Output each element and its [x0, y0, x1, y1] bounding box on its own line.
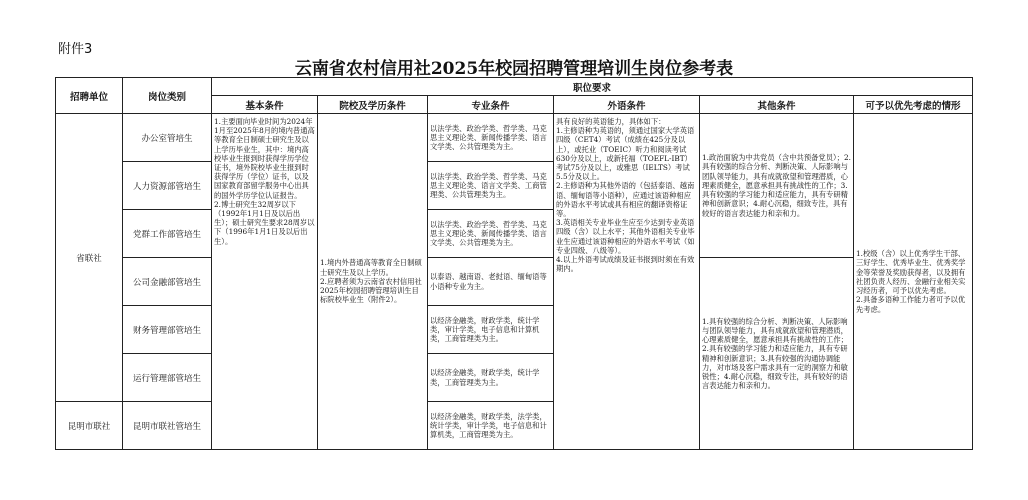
- category-cell: 昆明市联社管培生: [123, 402, 212, 450]
- category-cell: 运行管理部管培生: [123, 354, 212, 402]
- major-conditions-cell: 以法学类、政治学类、哲学类、马克思主义理论类、新闻传播学类、语言文学类、公共管理类为主。: [428, 114, 554, 162]
- position-reference-table: [55, 77, 973, 450]
- category-cell: 办公室管培生: [123, 114, 212, 162]
- basic-conditions: 1.主要面向毕业时间为2024年1月至2025年8月的境内普通高等教育全日制硕士研究生及以上学历毕业生，其中：境内高校毕业生报到时获得学历学位证书，境外院校毕业生报到时获得学历（学位）证书，以及国家教育部留学服务中心出具的国外学历学位认证报告。 2.博士研究生32周岁以下（1992年1月1日及以后出生）；硕士研究生要求28周岁以下（1996年1月1日及以后出生）。: [212, 114, 318, 450]
- header-language: 外语条件: [554, 96, 700, 114]
- header-major: 专业条件: [428, 96, 554, 114]
- header-priority: 可予以优先考虑的情形: [854, 96, 973, 114]
- header-category: 岗位类别: [123, 78, 212, 114]
- other-conditions-general: 1.具有较强的综合分析、判断决策、人际影响与团队领导能力，具有成就欲望和管理潜质，心理素质健全，愿意承担具有挑战性的工作；2.具有较强的学习能力和适应能力，具有专研精神和创新意识；3.具有较强的沟通协调能力，对市场及客户需求具有一定的洞察力和敏锐性；4.耐心沉稳，细致专注，具有较好的语言表达能力和亲和力。: [700, 258, 854, 450]
- major-conditions-cell: 以泰语、越南语、老挝语、缅甸语等小语种专业为主。: [428, 258, 554, 306]
- school-conditions: 1.境内外普通高等教育全日制硕士研究生及以上学历。 2.应聘者须为云南省农村信用社2025年校园招聘管理培训生目标院校毕业生（附件2）。: [318, 114, 428, 450]
- unit-provincial: 省联社: [56, 114, 123, 402]
- major-conditions-cell: 以法学类、政治学类、哲学类、马克思主义理论类、语言文学类、工商管理类、公共管理类为主。: [428, 162, 554, 210]
- major-conditions-cell: 以经济金融类，财政学类，统计学类，工商管理类为主。: [428, 354, 554, 402]
- unit-kunming: 昆明市联社: [56, 402, 123, 450]
- major-conditions-cell: 以法学类、政治学类、哲学类、马克思主义理论类、新闻传播学类、语言文学类、公共管理类为主。: [428, 210, 554, 258]
- header-other: 其他条件: [700, 96, 854, 114]
- priority-conditions: 1.校级（含）以上优秀学生干部、三好学生、优秀毕业生、优秀奖学金等荣誉及奖励获得者，以及拥有社团负责人经历、金融行业相关实习经历者，可予以优先考虑。 2.具备多语种工作能力者可予以优先考虑。: [854, 114, 973, 450]
- header-requirements: 职位要求: [212, 78, 973, 96]
- category-cell: 党群工作部管培生: [123, 210, 212, 258]
- language-conditions: 具有良好的英语能力，具体如下： 1.主修语种为英语的，须通过国家大学英语四级（CET4）考试（成绩在425分及以上），或托业（TOEIC）听力和阅读考试630分及以上，或新托福（TOEFL-IBT）考试75分及以上，或雅思（IELTS）考试5.5分及以上。 2.主修语种为其他外语的（包括泰语、越南语、缅甸语等小语种），应通过该语种相应的外语水平考试或具有相应的翻译资格证等。 3.英语相关专业毕业生应至少达到专业英语四级（含）以上水平；其他外语相关专业毕业生应通过该语种相应的外语水平考试（如专业四级、八级等）。 4.以上外语考试成绩及证书报到时须在有效期内。: [554, 114, 700, 450]
- category-cell: 公司金融部管培生: [123, 258, 212, 306]
- document-title: 云南省农村信用社2025年校园招聘管理培训生岗位参考表: [294, 59, 734, 79]
- header-school: 院校及学历条件: [318, 96, 428, 114]
- category-cell: 财务管理部管培生: [123, 306, 212, 354]
- other-conditions-party: 1.政治面貌为中共党员（含中共预备党员）；2.具有较强的综合分析、判断决策、人际影响与团队领导能力，具有成就欲望和管理潜质，心理素质健全，愿意承担具有挑战性的工作；3.具有较强的学习能力和适应能力，具有专研精神和创新意识；4.耐心沉稳，细致专注，具有较好的语言表达能力和亲和力。: [700, 114, 854, 258]
- header-unit: 招聘单位: [56, 78, 123, 114]
- major-conditions-cell: 以经济金融类，财政学类，统计学类，审计学类，电子信息和计算机类，工商管理类为主。: [428, 306, 554, 354]
- attachment-label: 附件3: [58, 42, 93, 57]
- major-conditions-cell: 以经济金融类，财政学类，法学类，统计学类，审计学类，电子信息和计算机类，工商管理类为主。: [428, 402, 554, 450]
- header-basic: 基本条件: [212, 96, 318, 114]
- category-cell: 人力资源部管培生: [123, 162, 212, 210]
